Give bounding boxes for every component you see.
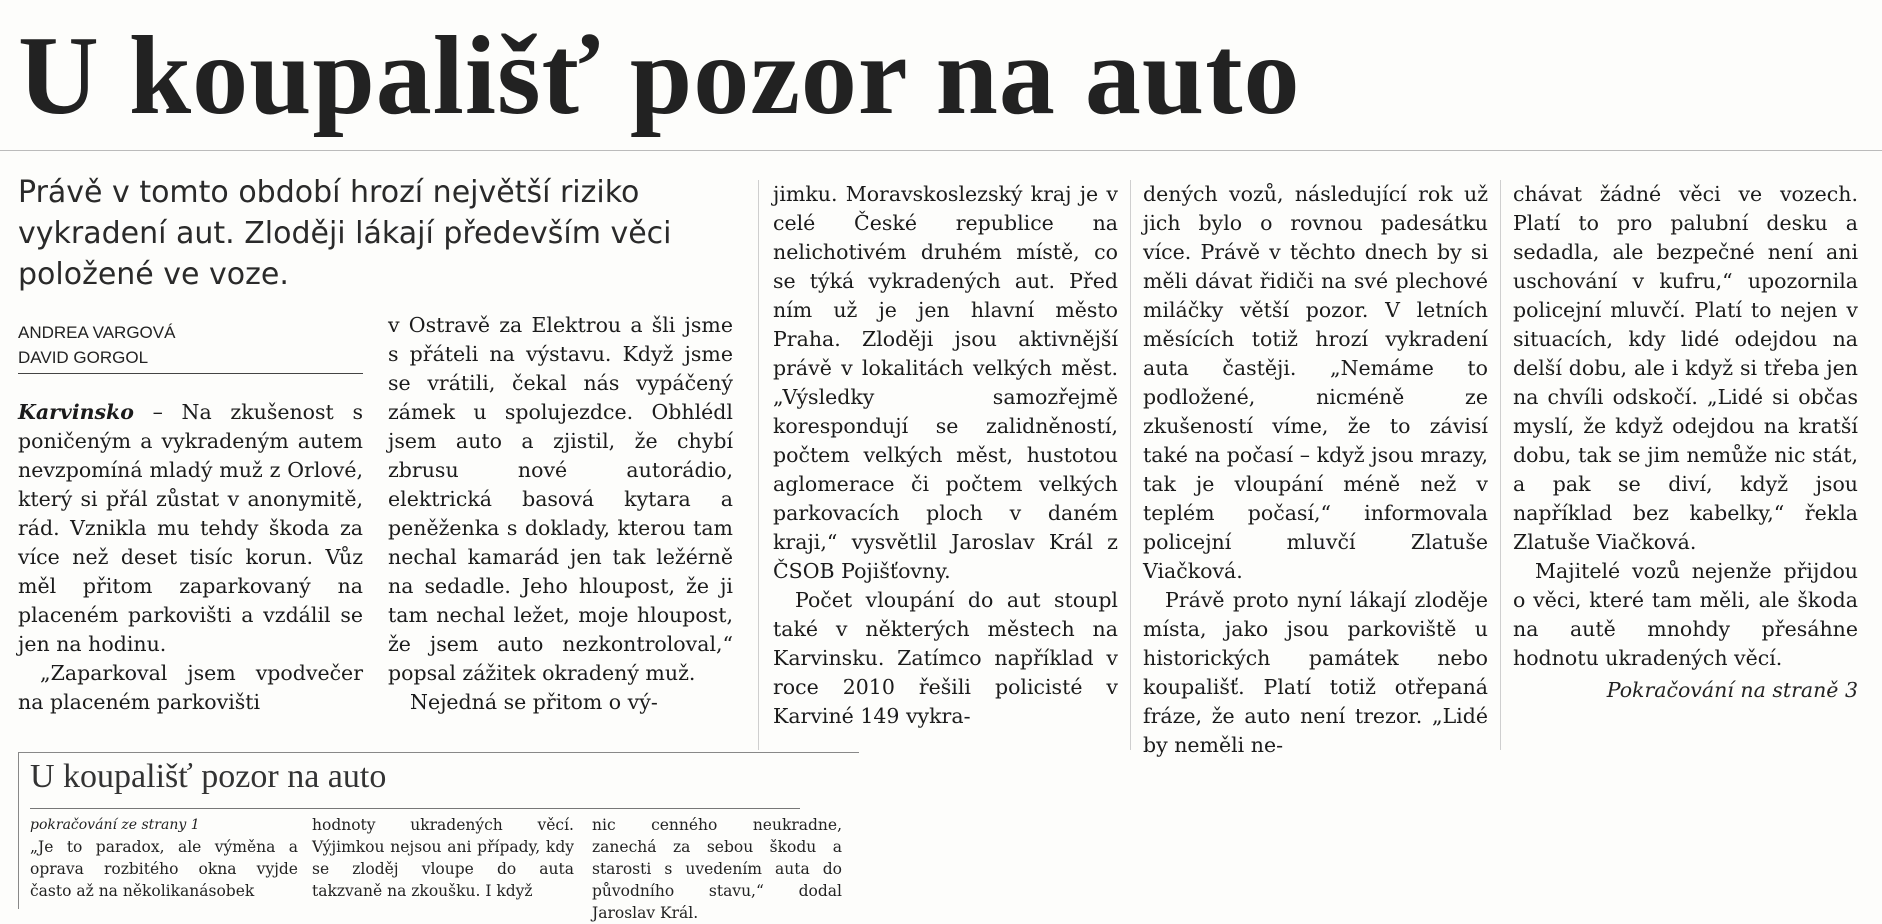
- box-from-label: pokračování ze strany 1: [30, 817, 200, 833]
- headline: U koupališť pozor na auto: [18, 14, 1301, 138]
- column-1-text: – Na zkušenost s poničeným a vykradeným autem nevzpomíná mladý muž z Orlové, který si přál zůstat v anonymitě, rád. Vznikla mu tehdy škoda za více než deset tisíc korun. Vůz měl přitom zaparkovaný na placeném parkovišti a vzdálil se jen na hodinu.: [18, 400, 363, 656]
- column-4-paragraph-1: dených vozů, následující rok už jich bylo o rovnou padesátku více. Právě v těchto dnech by si měli dávat řidiči na své plechové miláčky větší pozor. V letních měsících totiž hrozí vykradení auta častěji. „Nemáme to podložené, nicméně ze zkušeností víme, že to závisí také na počasí – když jsou mrazy, tak je vloupání méně než v teplém počasí,“ informovala policejní mluvčí Zlatuše Viačková.: [1143, 182, 1488, 583]
- box-title: U koupališť pozor na auto: [30, 758, 387, 795]
- dateline-place: Karvinsko: [18, 400, 134, 424]
- box-column-1: [30, 814, 298, 902]
- author-2: DAVID GORGOL: [18, 348, 149, 367]
- column-1-paragraph-1: [18, 398, 363, 659]
- author-1: ANDREA VARGOVÁ: [18, 323, 176, 342]
- column-divider: [1500, 180, 1501, 750]
- column-3-paragraph-2: Počet vloupání do aut stoupl také v některých městech na Karvinsku. Zatímco například v roce 2010 řešili policisté v Karviné 149 vykra-: [773, 588, 1118, 728]
- continuation-note: Pokračování na straně 3: [1606, 678, 1858, 702]
- top-rule: [0, 150, 1882, 151]
- article-column-4: [1143, 180, 1488, 760]
- column-divider: [758, 180, 759, 750]
- column-4-paragraph-2: Právě proto nyní lákají zloděje místa, jako jsou parkoviště u historických památek nebo koupališť. Platí totiž otřepaná fráze, že auto není trezor. „Lidé by neměli ne-: [1143, 588, 1488, 757]
- column-5-paragraph-1: chávat žádné věci ve vozech. Platí to pro palubní desku a sedadla, ale bezpečné není ani uschování v kufru,“ upozornila policejní mluvčí. Platí to nejen v situacích, kdy lidé odejdou na delší dobu, ale i když si třeba jen na chvíli odskočí. „Lidé si občas myslí, že když odejdou na kratší dobu, tak se jim nemůže nic stát, a pak se diví, když jsou například bez kabelky,“ řekla Zlatuše Viačková.: [1513, 182, 1858, 554]
- box-column-2-text: hodnoty ukradených věcí. Výjimkou nejsou ani případy, kdy se zloděj vloupe do auta takzvaně na zkoušku. I když: [312, 816, 574, 900]
- byline: [18, 320, 363, 374]
- article-column-3: [773, 180, 1118, 731]
- article-column-1: [18, 398, 363, 717]
- box-title-rule: [30, 808, 800, 809]
- box-column-2: [312, 814, 574, 902]
- box-column-3-text: nic cenného neukradne, zanechá za sebou škodu a starosti s uvedením auta do původního stavu,“ dodal Jaroslav Král.: [592, 816, 842, 922]
- column-5-paragraph-2: Majitelé vozů nejenže přijdou o věci, které tam měli, ale škoda na autě mnohdy přesáhne hodnotu ukradených věcí.: [1513, 559, 1858, 670]
- box-column-3: [592, 814, 842, 924]
- article-column-2: [388, 311, 733, 717]
- column-2-paragraph-1: v Ostravě za Elektrou a šli jsme s přáteli na výstavu. Když jsme se vrátili, čekal nás vypáčený zámek u spolujezdce. Obhlédl jsem auto a zjistil, že chybí zbrusu nové autorádio, elektrická basová kytara a peněženka s doklady, kterou tam nechal kamarád jen tak ležérně na sedadle. Jeho hloupost, že ji tam nechal ležet, moje hloupost, že jsem auto nezkontroloval,“ popsal zážitek okradený muž.: [388, 313, 733, 685]
- article-column-5: [1513, 180, 1858, 673]
- box-column-1-text: „Je to paradox, ale výměna a oprava rozbitého okna vyjde často až na několikanásobek: [30, 838, 298, 900]
- lead-paragraph: Právě v tomto období hrozí největší riziko vykradení aut. Zloději lákají především věci položené ve voze.: [18, 175, 672, 292]
- column-1-paragraph-2: „Zaparkoval jsem vpodvečer na placeném parkovišti: [18, 661, 363, 714]
- column-divider: [1130, 180, 1131, 750]
- column-2-paragraph-2: Nejedná se přitom o vý-: [410, 690, 658, 714]
- column-3-paragraph-1: jimku. Moravskoslezský kraj je v celé České republice na nelichotivém druhém místě, co se týká vykradených aut. Před ním už je jen hlavní město Praha. Zloději jsou aktivnější právě v lokalitách velkých měst. „Výsledky samozřejmě korespondují se zalidněností, počtem velkých měst, hustotou aglomerace či počtem velkých parkovacích ploch v daném kraji,“ vysvětlil Jaroslav Král z ČSOB Pojišťovny.: [773, 182, 1118, 583]
